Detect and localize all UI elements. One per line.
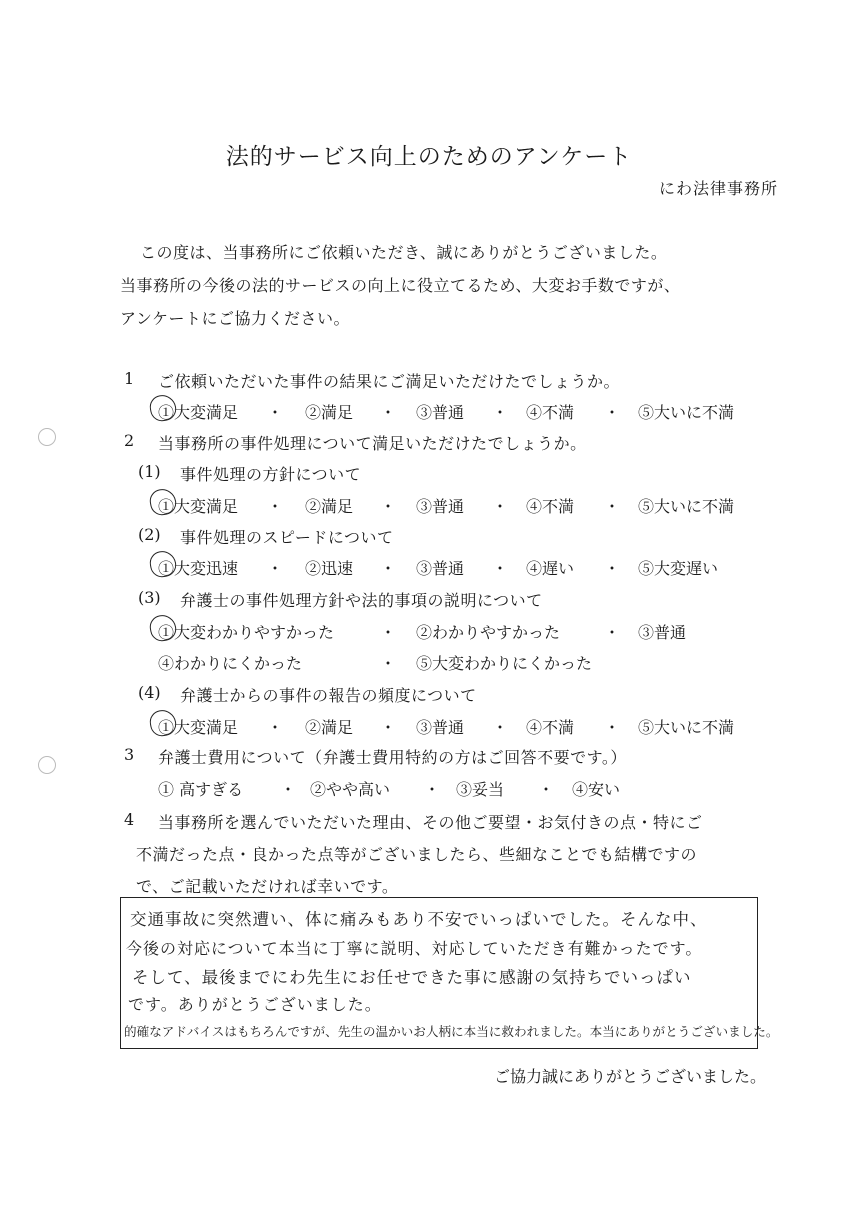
q1-text: ご依頼いただいた事件の結果にご満足いただけたでしょうか。 xyxy=(158,372,621,391)
punch-hole-bottom xyxy=(38,756,56,774)
q3-option-4[interactable]: ④安い xyxy=(572,780,621,799)
comment-line-1: 交通事故に突然遭い、体に痛みもあり不安でいっぱいでした。そんな中、 xyxy=(130,910,708,929)
q1-option-4[interactable]: ④不満 xyxy=(526,403,575,422)
q1-number: 1 xyxy=(124,369,135,388)
separator: ・ xyxy=(492,497,509,516)
q2-sub2-label: (2) xyxy=(138,525,161,544)
q2-sub1-option-3[interactable]: ③普通 xyxy=(416,497,465,516)
q2-number: 2 xyxy=(124,431,135,450)
q2-sub1-option-1[interactable]: ①大変満足 xyxy=(158,497,239,516)
q4-line-1: 当事務所を選んでいただいた理由、その他ご要望・お気付きの点・特にご xyxy=(158,813,703,832)
q2-sub4-option-3[interactable]: ③普通 xyxy=(416,718,465,737)
separator: ・ xyxy=(492,718,509,737)
separator: ・ xyxy=(267,403,284,422)
separator: ・ xyxy=(604,623,621,642)
comment-line-4: です。ありがとうございました。 xyxy=(128,995,382,1014)
q2-sub4-label: (4) xyxy=(138,683,161,702)
q2-sub1-option-2[interactable]: ②満足 xyxy=(305,497,354,516)
separator: ・ xyxy=(538,780,555,799)
comment-line-2: 今後の対応について本当に丁寧に説明、対応していただき有難かったです。 xyxy=(126,939,703,958)
intro-line-1: この度は、当事務所にご依頼いただき、誠にありがとうございました。 xyxy=(140,243,668,262)
q4-line-2: 不満だった点・良かった点等がございましたら、些細なことでも結構ですの xyxy=(136,845,698,864)
separator: ・ xyxy=(380,403,397,422)
q2-sub3-text: 弁護士の事件処理方針や法的事項の説明について xyxy=(180,591,543,610)
q2-sub2-option-1[interactable]: ①大変迅速 xyxy=(158,559,239,578)
separator: ・ xyxy=(604,497,621,516)
separator: ・ xyxy=(424,780,441,799)
q2-sub4-option-2[interactable]: ②満足 xyxy=(305,718,354,737)
q1-option-5[interactable]: ⑤大いに不満 xyxy=(638,403,735,422)
separator: ・ xyxy=(604,559,621,578)
closing-message: ご協力誠にありがとうございました。 xyxy=(493,1067,766,1086)
q2-sub2-text: 事件処理のスピードについて xyxy=(180,528,394,547)
q2-sub3-option-3[interactable]: ③普通 xyxy=(638,623,687,642)
q2-sub3-option-1[interactable]: ①大変わかりやすかった xyxy=(158,623,335,642)
separator: ・ xyxy=(604,718,621,737)
separator: ・ xyxy=(380,623,397,642)
intro-line-2: 当事務所の今後の法的サービスの向上に役立てるため、大変お手数ですが、 xyxy=(120,276,681,295)
separator: ・ xyxy=(604,403,621,422)
firm-name: にわ法律事務所 xyxy=(658,179,778,198)
comment-line-3: そして、最後までにわ先生にお任せできた事に感謝の気持ちでいっぱい xyxy=(132,968,692,987)
q2-sub3-option-5[interactable]: ⑤大変わかりにくかった xyxy=(416,654,593,673)
q2-sub2-option-5[interactable]: ⑤大変遅い xyxy=(638,559,719,578)
separator: ・ xyxy=(267,718,284,737)
q1-option-2[interactable]: ②満足 xyxy=(305,403,354,422)
page-title: 法的サービス向上のためのアンケート xyxy=(225,144,633,170)
q2-sub4-text: 弁護士からの事件の報告の頻度について xyxy=(180,686,477,705)
q2-sub1-option-5[interactable]: ⑤大いに不満 xyxy=(638,497,735,516)
q1-option-3[interactable]: ③普通 xyxy=(416,403,465,422)
q4-number: 4 xyxy=(124,810,135,829)
q3-number: 3 xyxy=(124,745,135,764)
separator: ・ xyxy=(492,559,509,578)
q3-text: 弁護士費用について（弁護士費用特約の方はご回答不要です。） xyxy=(158,748,627,767)
q3-option-1[interactable]: ① 高すぎる xyxy=(158,780,244,799)
separator: ・ xyxy=(380,559,397,578)
comment-line-5: 的確なアドバイスはもちろんですが、先生の温かいお人柄に本当に救われました。本当にありがとうございました。 xyxy=(124,1024,779,1039)
q2-sub4-option-5[interactable]: ⑤大いに不満 xyxy=(638,718,735,737)
separator: ・ xyxy=(380,497,397,516)
q2-sub3-option-2[interactable]: ②わかりやすかった xyxy=(416,623,561,642)
q2-sub4-option-4[interactable]: ④不満 xyxy=(526,718,575,737)
separator: ・ xyxy=(280,780,297,799)
separator: ・ xyxy=(380,718,397,737)
q1-option-1[interactable]: ①大変満足 xyxy=(158,403,239,422)
separator: ・ xyxy=(380,654,397,673)
separator: ・ xyxy=(267,559,284,578)
q2-sub4-option-1[interactable]: ①大変満足 xyxy=(158,718,239,737)
q2-sub3-option-4[interactable]: ④わかりにくかった xyxy=(158,654,303,673)
q2-sub1-text: 事件処理の方針について xyxy=(180,465,362,484)
q2-sub2-option-3[interactable]: ③普通 xyxy=(416,559,465,578)
q2-sub2-option-2[interactable]: ②迅速 xyxy=(305,559,354,578)
q2-sub2-option-4[interactable]: ④遅い xyxy=(526,559,575,578)
q2-text: 当事務所の事件処理について満足いただけたでしょうか。 xyxy=(158,434,587,453)
q3-option-3[interactable]: ③妥当 xyxy=(456,780,505,799)
separator: ・ xyxy=(492,403,509,422)
intro-line-3: アンケートにご協力ください。 xyxy=(120,309,351,328)
q2-sub1-option-4[interactable]: ④不満 xyxy=(526,497,575,516)
q2-sub3-label: (3) xyxy=(138,588,161,607)
q2-sub1-label: (1) xyxy=(138,462,161,481)
punch-hole-top xyxy=(38,428,56,446)
q4-line-3: で、ご記載いただければ幸いです。 xyxy=(136,877,399,896)
q3-option-2[interactable]: ②やや高い xyxy=(310,780,391,799)
separator: ・ xyxy=(267,497,284,516)
